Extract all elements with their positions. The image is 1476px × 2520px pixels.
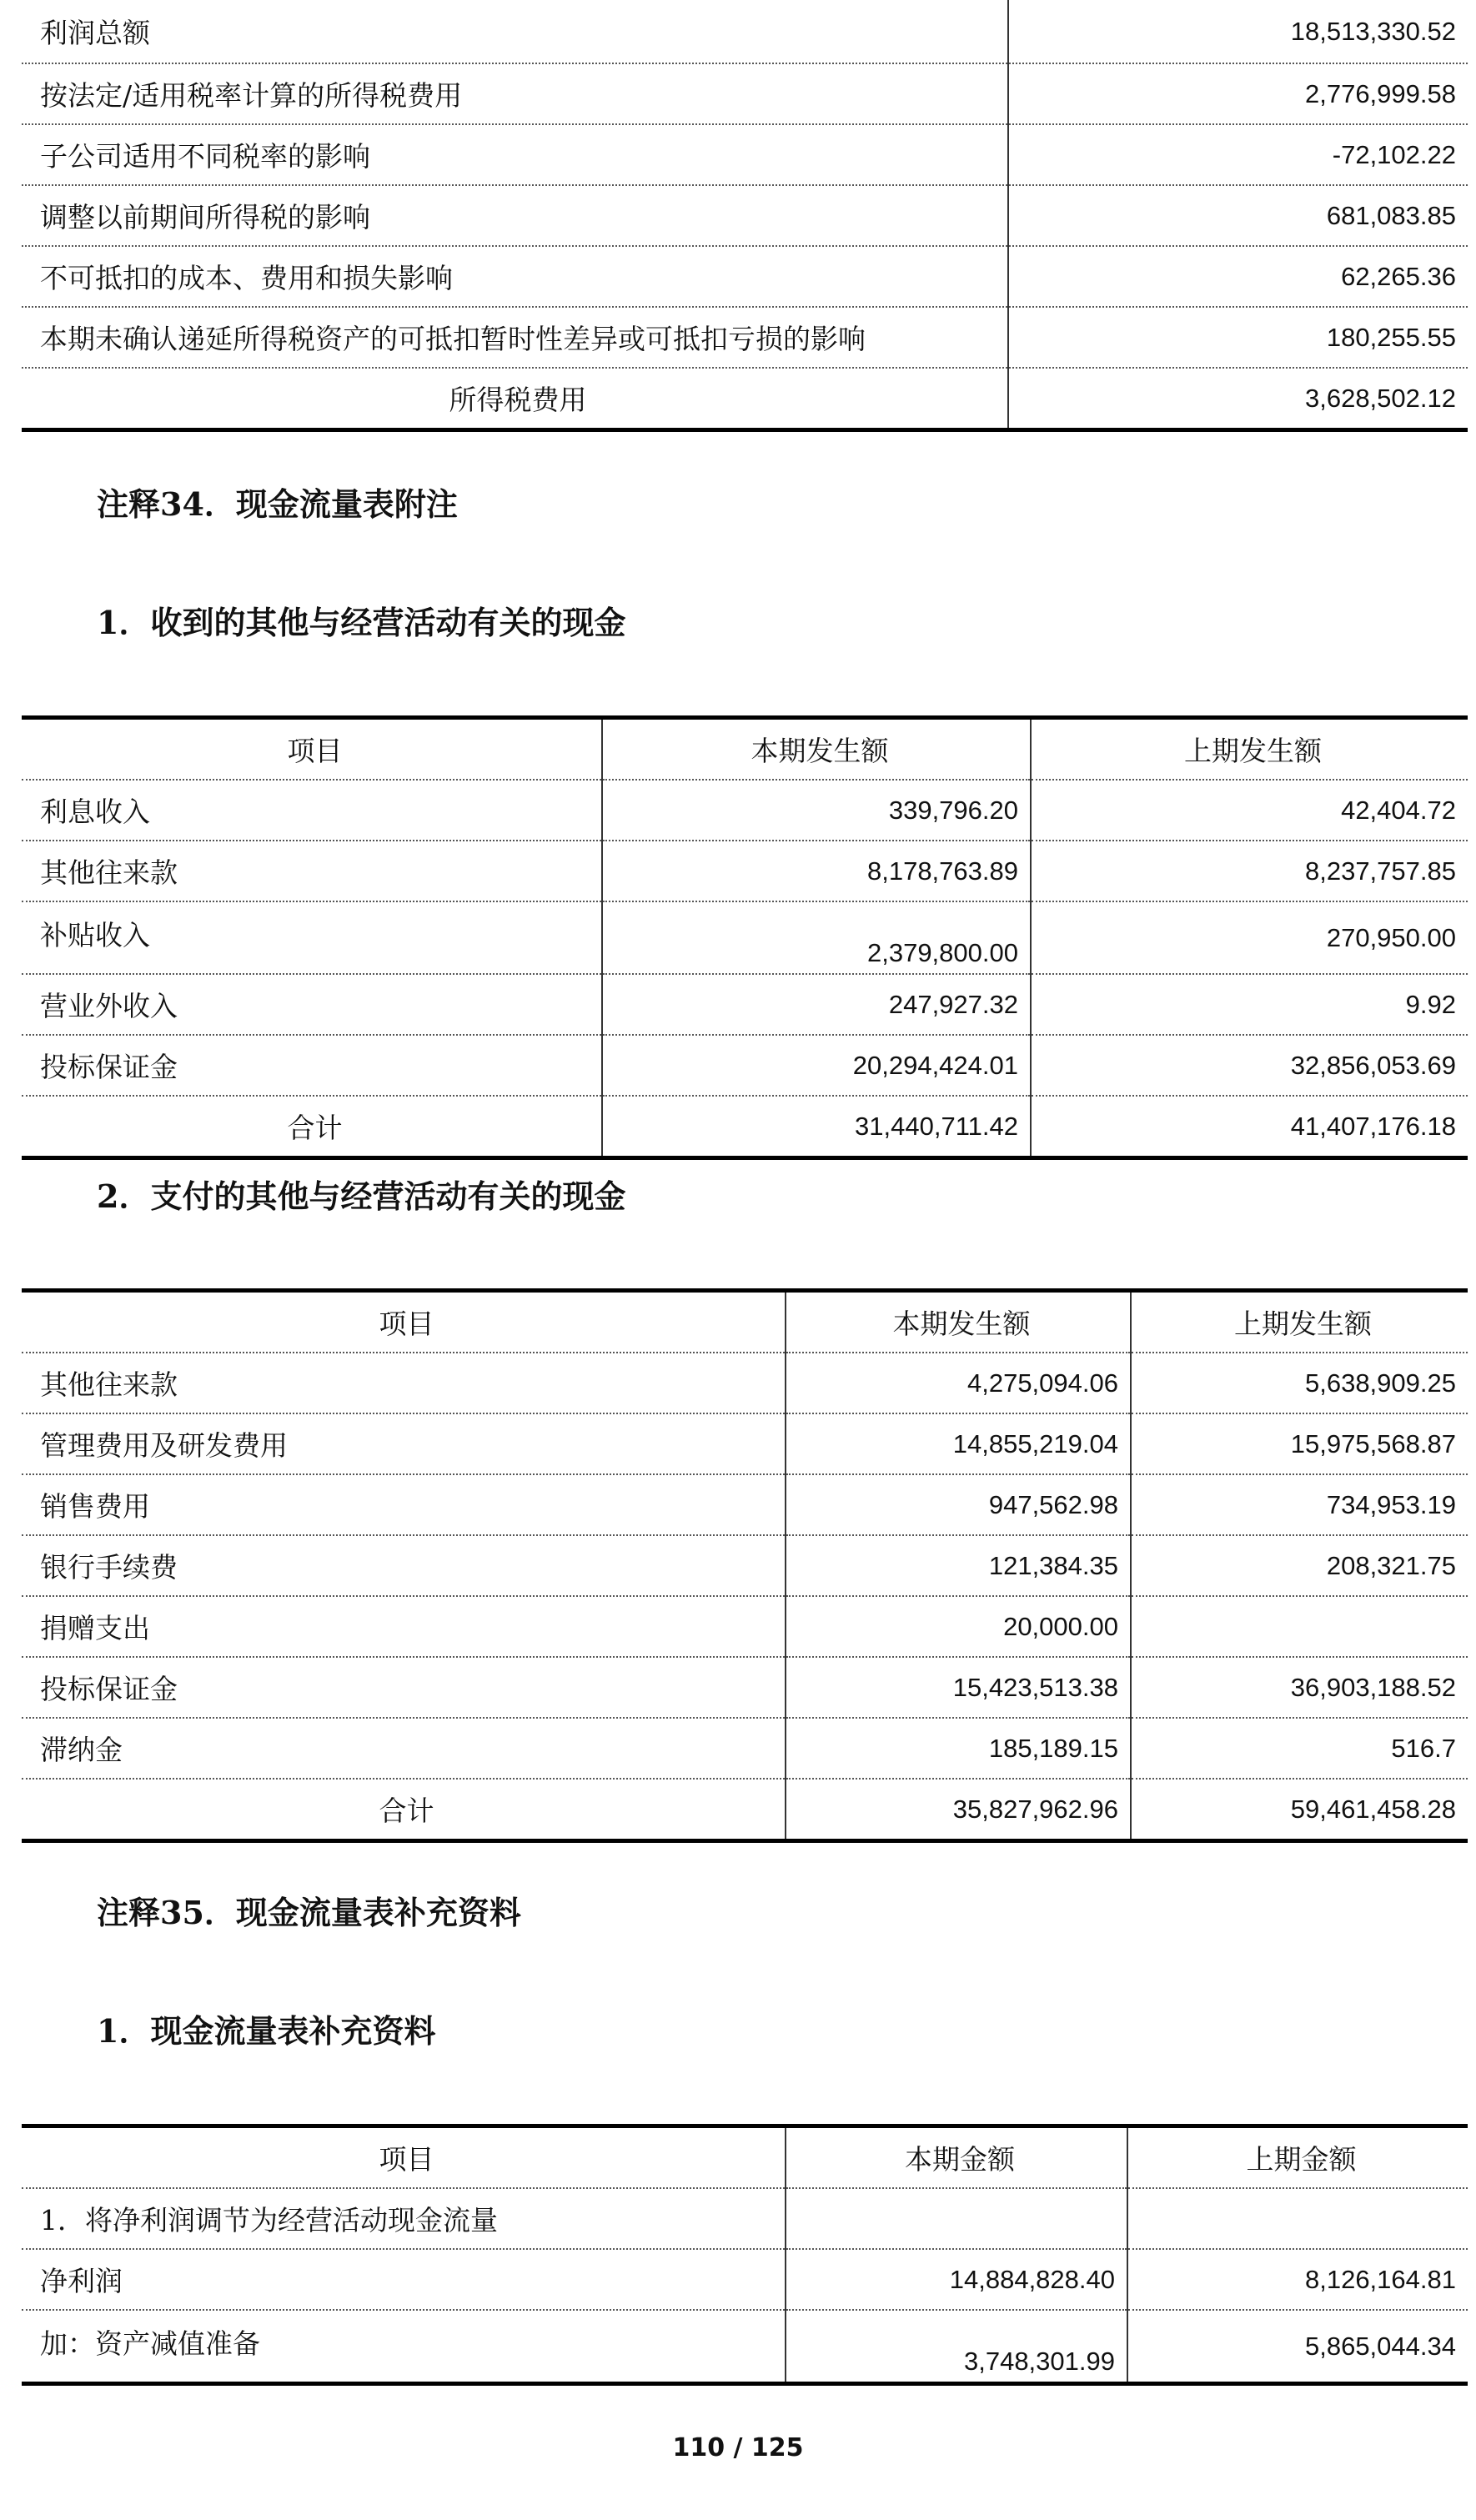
table-row (22, 124, 1468, 185)
table-row (22, 0, 1468, 63)
row-current: 121,384.35 (786, 1535, 1131, 1596)
row-label: 按法定/适用税率计算的所得税费用 (22, 63, 1008, 124)
row-item: 投标保证金 (22, 1657, 786, 1718)
row-prior: 8,126,164.81 (1127, 2249, 1468, 2310)
table-row (22, 1474, 1468, 1535)
column-header: 上期发生额 (1131, 1291, 1468, 1353)
row-current: 20,000.00 (786, 1596, 1131, 1657)
row-item: 其他往来款 (22, 1353, 786, 1413)
row-prior (1127, 2188, 1468, 2249)
table-row (22, 246, 1468, 307)
table-row (22, 185, 1468, 246)
row-value: -72,102.22 (1008, 124, 1468, 185)
row-item: 其他往来款 (22, 841, 602, 901)
table-total-row (22, 1779, 1468, 1841)
total-value: 3,628,502.12 (1008, 368, 1468, 430)
row-label: 本期未确认递延所得税资产的可抵扣暂时性差异或可抵扣亏损的影响 (22, 307, 1008, 368)
column-header: 上期金额 (1127, 2126, 1468, 2189)
row-current: 3,748,301.99 (786, 2310, 1127, 2384)
note-35-section-1-title: 1．现金流量表补充资料 (97, 2012, 436, 2050)
table-row (22, 974, 1468, 1035)
row-item: 净利润 (22, 2249, 786, 2310)
row-current: 947,562.98 (786, 1474, 1131, 1535)
row-current: 8,178,763.89 (602, 841, 1031, 901)
total-current: 31,440,711.42 (602, 1096, 1031, 1158)
table-row (22, 1535, 1468, 1596)
column-header: 本期发生额 (602, 718, 1031, 781)
row-label: 调整以前期间所得税的影响 (22, 185, 1008, 246)
column-header: 本期发生额 (786, 1291, 1131, 1353)
row-item: 销售费用 (22, 1474, 786, 1535)
note-34-title: 注释34．现金流量表附注 (97, 485, 458, 523)
page-number: 110 / 125 (672, 2433, 804, 2462)
row-prior: 5,865,044.34 (1127, 2310, 1468, 2384)
table-header-row (22, 718, 1468, 781)
column-header: 项目 (22, 718, 602, 781)
row-prior: 15,975,568.87 (1131, 1413, 1468, 1474)
row-prior: 516.7 (1131, 1718, 1468, 1779)
row-prior: 734,953.19 (1131, 1474, 1468, 1535)
row-label: 利润总额 (22, 0, 1008, 63)
total-label: 合计 (22, 1096, 602, 1158)
row-current: 185,189.15 (786, 1718, 1131, 1779)
row-item: 利息收入 (22, 780, 602, 841)
table-row (22, 2310, 1468, 2384)
row-current: 339,796.20 (602, 780, 1031, 841)
total-prior: 59,461,458.28 (1131, 1779, 1468, 1841)
table-row (22, 1353, 1468, 1413)
note-35-title: 注释35．现金流量表补充资料 (97, 1894, 521, 1931)
row-current: 14,855,219.04 (786, 1413, 1131, 1474)
row-current: 20,294,424.01 (602, 1035, 1031, 1096)
row-value: 18,513,330.52 (1008, 0, 1468, 63)
table-header-row (22, 2126, 1468, 2189)
column-header: 项目 (22, 2126, 786, 2189)
table-row (22, 2188, 1468, 2249)
cash-flow-supplementary-table (22, 2124, 1468, 2386)
note-34-section-2-title: 2．支付的其他与经营活动有关的现金 (97, 1177, 626, 1215)
row-prior: 36,903,188.52 (1131, 1657, 1468, 1718)
table-row (22, 1657, 1468, 1718)
row-current: 14,884,828.40 (786, 2249, 1127, 2310)
row-value: 62,265.36 (1008, 246, 1468, 307)
row-value: 681,083.85 (1008, 185, 1468, 246)
total-prior: 41,407,176.18 (1031, 1096, 1468, 1158)
row-prior: 8,237,757.85 (1031, 841, 1468, 901)
row-item: 捐赠支出 (22, 1596, 786, 1657)
row-prior: 270,950.00 (1031, 901, 1468, 974)
row-item: 补贴收入 (22, 901, 602, 974)
row-current: 247,927.32 (602, 974, 1031, 1035)
note-34-section-1-title: 1．收到的其他与经营活动有关的现金 (97, 604, 626, 641)
row-item: 加：资产减值准备 (22, 2310, 786, 2384)
table-row (22, 1413, 1468, 1474)
total-label: 所得税费用 (22, 368, 1008, 430)
table-row (22, 63, 1468, 124)
table-row (22, 1035, 1468, 1096)
table-total-row (22, 1096, 1468, 1158)
row-current: 15,423,513.38 (786, 1657, 1131, 1718)
row-item: 滞纳金 (22, 1718, 786, 1779)
income-tax-reconciliation-table (22, 0, 1468, 432)
row-current: 2,379,800.00 (602, 901, 1031, 974)
cash-received-other-operating-table (22, 715, 1468, 1160)
row-item: 1．将净利润调节为经营活动现金流量 (22, 2188, 786, 2249)
table-row (22, 780, 1468, 841)
table-row (22, 1596, 1468, 1657)
row-prior: 208,321.75 (1131, 1535, 1468, 1596)
row-prior (1131, 1596, 1468, 1657)
column-header: 上期发生额 (1031, 718, 1468, 781)
table-row (22, 307, 1468, 368)
row-item: 管理费用及研发费用 (22, 1413, 786, 1474)
row-item: 营业外收入 (22, 974, 602, 1035)
column-header: 本期金额 (786, 2126, 1127, 2189)
table-row (22, 1718, 1468, 1779)
row-prior: 5,638,909.25 (1131, 1353, 1468, 1413)
row-label: 子公司适用不同税率的影响 (22, 124, 1008, 185)
row-prior: 32,856,053.69 (1031, 1035, 1468, 1096)
table-row (22, 901, 1468, 974)
row-current (786, 2188, 1127, 2249)
row-prior: 9.92 (1031, 974, 1468, 1035)
table-row (22, 2249, 1468, 2310)
table-header-row (22, 1291, 1468, 1353)
column-header: 项目 (22, 1291, 786, 1353)
total-current: 35,827,962.96 (786, 1779, 1131, 1841)
total-label: 合计 (22, 1779, 786, 1841)
row-value: 2,776,999.58 (1008, 63, 1468, 124)
table-row (22, 841, 1468, 901)
table-total-row (22, 368, 1468, 430)
cash-paid-other-operating-table (22, 1288, 1468, 1843)
row-label: 不可抵扣的成本、费用和损失影响 (22, 246, 1008, 307)
row-current: 4,275,094.06 (786, 1353, 1131, 1413)
row-item: 银行手续费 (22, 1535, 786, 1596)
row-item: 投标保证金 (22, 1035, 602, 1096)
row-value: 180,255.55 (1008, 307, 1468, 368)
row-prior: 42,404.72 (1031, 780, 1468, 841)
